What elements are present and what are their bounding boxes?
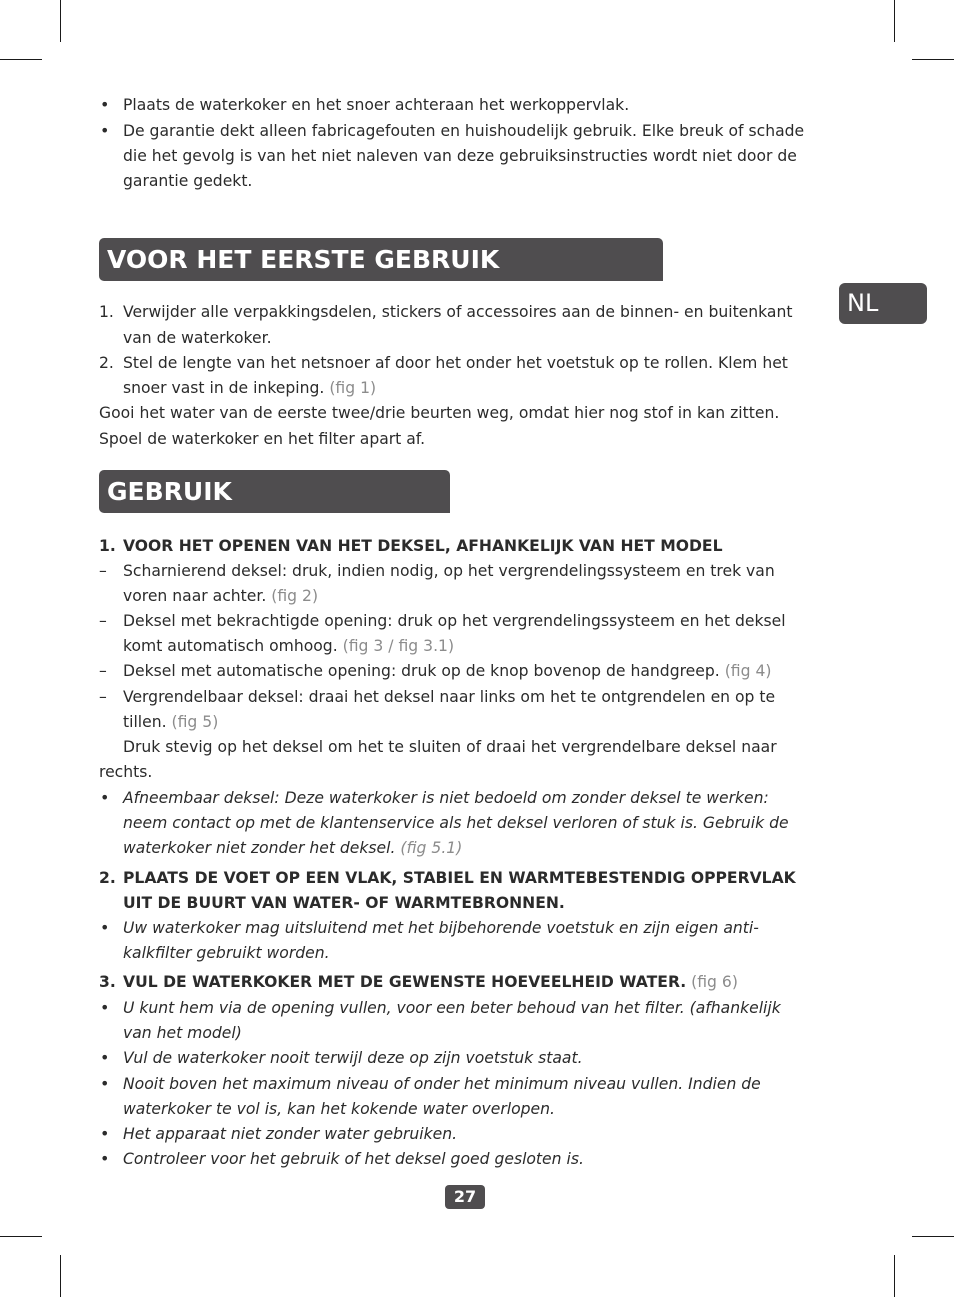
figure-reference: (fig 2) <box>271 587 319 605</box>
item-number: 2. <box>99 354 114 372</box>
crop-mark <box>894 0 895 42</box>
item-text: Stel de lengte van het netsnoer af door het onder het voetstuk op te rollen. Klem het <box>123 354 788 372</box>
bullet-icon: • <box>100 918 110 937</box>
step-number: 1. <box>99 537 116 555</box>
note-text: Afneembaar deksel: Deze waterkoker is niet bedoeld om zonder deksel te werken: <box>123 789 769 807</box>
figure-reference: (fig 3 / fig 3.1) <box>342 637 455 655</box>
figure-reference: (fig 5.1) <box>400 839 463 857</box>
bullet-icon: • <box>100 1074 110 1093</box>
crop-mark <box>0 1236 42 1237</box>
note-text: van het model) <box>123 1024 242 1042</box>
bullet-icon: • <box>100 788 110 807</box>
item-text: Verwijder alle verpakkingsdelen, stickers of accessoires aan de binnen- en buitenkant <box>123 303 793 321</box>
note-text: Controleer voor het gebruik of het deksel goed gesloten is. <box>123 1150 584 1168</box>
note-text: U kunt hem via de opening vullen, voor een beter behoud van het filter. (afhankelijk <box>123 999 781 1017</box>
item-text: tillen. <box>123 713 167 731</box>
figure-reference: (fig 1) <box>329 379 377 397</box>
dash-icon: – <box>99 688 107 706</box>
page-number: 27 <box>445 1185 485 1209</box>
crop-mark <box>60 1255 61 1297</box>
item-number: 1. <box>99 303 114 321</box>
list-item-text: Plaats de waterkoker en het snoer achteraan het werkoppervlak. <box>123 96 630 114</box>
note-text: kalkfilter gebruikt worden. <box>123 944 330 962</box>
bullet-icon: • <box>100 1149 110 1168</box>
list-item-text: garantie gedekt. <box>123 172 253 190</box>
item-text: voren naar achter. <box>123 587 267 605</box>
bullet-icon: • <box>100 1124 110 1143</box>
note-text: Nooit boven het maximum niveau of onder het minimum niveau vullen. Indien de <box>123 1075 761 1093</box>
step-heading-text: VUL DE WATERKOKER MET DE GEWENSTE HOEVEELHEID WATER. <box>123 973 687 991</box>
dash-icon: – <box>99 612 107 630</box>
item-text: Vergrendelbaar deksel: draai het deksel naar links om het te ontgrendelen en op te <box>123 688 776 706</box>
paragraph-text: Spoel de waterkoker en het filter apart af. <box>99 430 426 448</box>
item-text: Deksel met automatische opening: druk op de knop bovenop de handgreep. <box>123 662 720 680</box>
note-text: neem contact op met de klantenservice als het deksel verloren of stuk is. Gebruik de <box>123 814 789 832</box>
item-text: van de waterkoker. <box>123 329 272 347</box>
paragraph-text: Druk stevig op het deksel om het te sluiten of draai het vergrendelbare deksel naar <box>123 738 777 756</box>
step-heading-text: UIT DE BUURT VAN WATER- OF WARMTEBRONNEN. <box>123 894 565 912</box>
bullet-icon: • <box>100 95 110 114</box>
figure-reference: (fig 5) <box>171 713 219 731</box>
note-text: waterkoker niet zonder het deksel. <box>123 839 396 857</box>
paragraph-text: rechts. <box>99 763 153 781</box>
item-text: komt automatisch omhoog. <box>123 637 338 655</box>
crop-mark <box>894 1255 895 1297</box>
bullet-icon: • <box>100 998 110 1017</box>
bullet-icon: • <box>100 1048 110 1067</box>
item-text: Deksel met bekrachtigde opening: druk op het vergrendelingssysteem en het deksel <box>123 612 786 630</box>
note-text: Uw waterkoker mag uitsluitend met het bijbehorende voetstuk en zijn eigen anti- <box>123 919 759 937</box>
crop-mark <box>60 0 61 42</box>
step-heading-text: VOOR HET OPENEN VAN HET DEKSEL, AFHANKELIJK VAN HET MODEL <box>123 537 723 555</box>
figure-reference: (fig 4) <box>724 662 772 680</box>
list-item-text: die het gevolg is van het niet naleven van deze gebruiksinstructies wordt niet door de <box>123 147 797 165</box>
section-heading: VOOR HET EERSTE GEBRUIK <box>99 238 663 281</box>
figure-reference: (fig 6) <box>691 973 738 991</box>
item-text: Scharnierend deksel: druk, indien nodig, op het vergrendelingssysteem en trek van <box>123 562 775 580</box>
step-number: 3. <box>99 973 116 991</box>
crop-mark <box>0 59 42 60</box>
crop-mark <box>912 59 954 60</box>
list-item-text: De garantie dekt alleen fabricagefouten en huishoudelijk gebruik. Elke breuk of schade <box>123 122 805 140</box>
note-text: waterkoker te vol is, kan het kokende water overlopen. <box>123 1100 555 1118</box>
note-text: Vul de waterkoker nooit terwijl deze op zijn voetstuk staat. <box>123 1049 583 1067</box>
bullet-icon: • <box>100 121 110 140</box>
step-number: 2. <box>99 869 116 887</box>
paragraph-text: Gooi het water van de eerste twee/drie beurten weg, omdat hier nog stof in kan zitten. <box>99 404 780 422</box>
step-heading-text: PLAATS DE VOET OP EEN VLAK, STABIEL EN WARMTEBESTENDIG OPPERVLAK <box>123 869 796 887</box>
dash-icon: – <box>99 662 107 680</box>
note-text: Het apparaat niet zonder water gebruiken. <box>123 1125 458 1143</box>
section-heading: GEBRUIK <box>99 470 450 513</box>
dash-icon: – <box>99 562 107 580</box>
item-text: snoer vast in de inkeping. <box>123 379 325 397</box>
language-tab: NL <box>839 283 927 324</box>
crop-mark <box>912 1236 954 1237</box>
